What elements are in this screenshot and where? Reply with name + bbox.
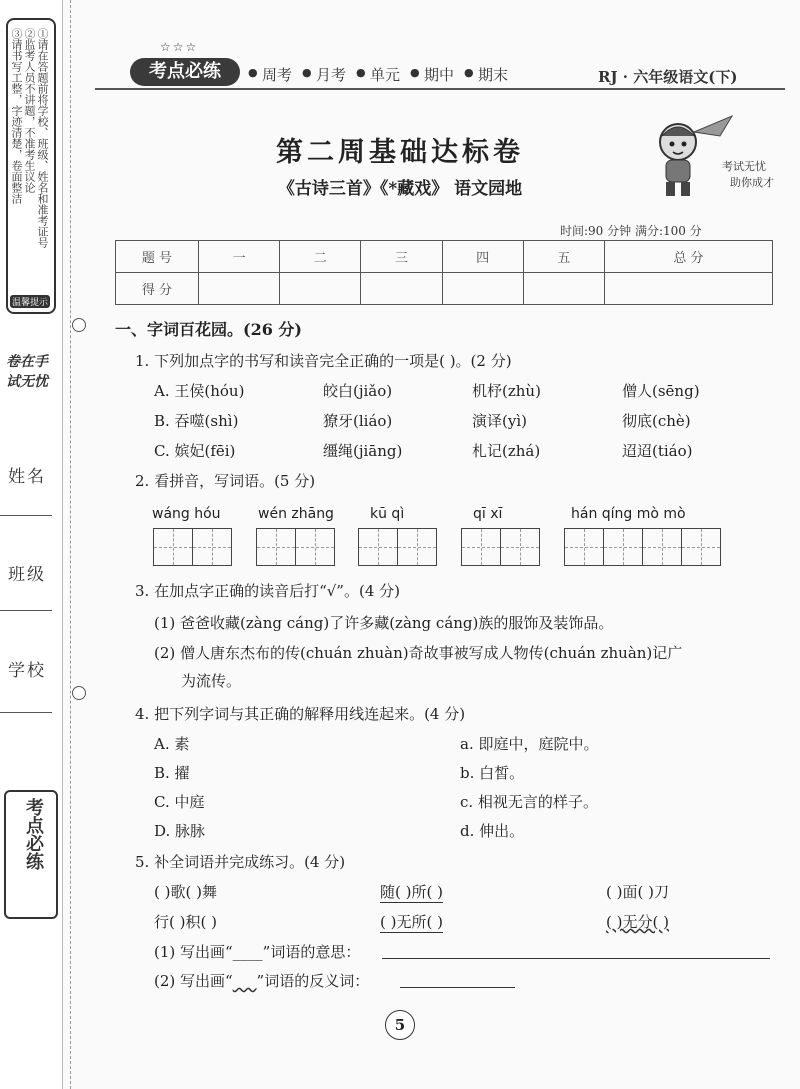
q2-answer-grid-3[interactable] <box>358 528 436 566</box>
score-header-cell: 题 号 <box>116 241 199 273</box>
q2-pinyin-1: wáng hóu <box>152 506 221 522</box>
q5-stem: 5. 补全词语并完成练习。(4 分) <box>135 853 346 871</box>
bullet-icon: ● <box>356 66 366 79</box>
q1-b-4: 彻底(chè) <box>622 412 691 430</box>
q4-right-d[interactable]: d. 伸出。 <box>460 822 525 840</box>
score-table <box>115 240 773 305</box>
q1-b-2: 獠牙(liáo) <box>323 412 393 430</box>
q3-line-3: 为流传。 <box>181 672 242 690</box>
q5-r2-1[interactable]: 行( )积( ) <box>154 913 217 931</box>
q4-left-a[interactable]: A. 素 <box>154 735 190 753</box>
bullet-icon: ● <box>410 66 420 79</box>
score-header-cell: 四 <box>442 241 523 273</box>
q1-c-2: 缰绳(jiāng) <box>323 442 403 460</box>
exam-meta: 时间:90 分钟 满分:100 分 <box>560 224 702 238</box>
score-cell[interactable] <box>199 273 280 305</box>
page-number-text: 5 <box>385 1010 415 1040</box>
q5-r1-1[interactable]: ( )歌( )舞 <box>154 883 217 901</box>
brand-logo: 考点必练 <box>130 58 240 86</box>
nav-monthly: 月考 <box>316 66 347 84</box>
q4-right-c[interactable]: c. 相视无言的样子。 <box>460 793 598 811</box>
q5-r1-3[interactable]: ( )面( )刀 <box>606 883 669 901</box>
q1-stem: 1. 下列加点字的书写和读音完全正确的一项是( )。(2 分) <box>135 352 512 370</box>
school-line[interactable] <box>0 712 52 713</box>
side-slogan: 卷在手 试无忧 <box>6 354 48 390</box>
q1-b-1: B. 吞噬(shì) <box>154 412 239 430</box>
q2-pinyin-3: kū qì <box>370 506 405 522</box>
nav-midterm: 期中 <box>424 66 455 84</box>
nav-weekly: 周考 <box>262 66 293 84</box>
q2-pinyin-2: wén zhāng <box>258 506 334 522</box>
score-header-cell: 总 分 <box>604 241 772 273</box>
score-cell[interactable] <box>442 273 523 305</box>
nav-unit: 单元 <box>370 66 401 84</box>
class-line[interactable] <box>0 610 52 611</box>
q1-c-1: C. 嫔妃(fēi) <box>154 442 236 460</box>
notice-line-3: ③请书写工整，字迹清楚，卷面整洁 <box>10 28 23 204</box>
q3-line-2: (2) 僧人唐东杰布的传(chuán zhuàn)奇故事被写成人物传(chuán zhuàn)记广 <box>154 644 683 662</box>
q4-stem: 4. 把下列字词与其正确的解释用线连起来。(4 分) <box>135 705 466 723</box>
q5-sub-2-answer-line[interactable] <box>400 987 515 988</box>
class-label: 班级 <box>8 565 46 585</box>
q5-r1-2[interactable]: 随( )所( ) <box>380 883 443 901</box>
q1-a-3: 机杼(zhù) <box>472 382 541 400</box>
score-cell[interactable] <box>523 273 604 305</box>
mascot-icon <box>636 112 776 202</box>
score-header-row <box>116 241 773 273</box>
score-value-row <box>116 273 773 305</box>
page-number <box>0 1010 800 1040</box>
q5-r2-3[interactable]: ( )无分( ) <box>606 913 669 931</box>
page-subtitle: 《古诗三首》《*藏戏》 语文园地 <box>277 179 523 199</box>
score-header-cell: 二 <box>280 241 361 273</box>
q4-left-d[interactable]: D. 脉脉 <box>154 822 206 840</box>
bullet-icon: ● <box>464 66 474 79</box>
q1-c-3: 札记(zhá) <box>472 442 541 460</box>
q4-right-a[interactable]: a. 即庭中，庭院中。 <box>460 735 599 753</box>
q2-answer-grid-2[interactable] <box>256 528 334 566</box>
q1-b-3: 演译(yì) <box>472 412 527 430</box>
score-cell[interactable] <box>280 273 361 305</box>
q1-a-4: 僧人(sēng) <box>622 382 700 400</box>
q4-right-b[interactable]: b. 白皙。 <box>460 764 525 782</box>
q5-r2-2[interactable]: ( )无所( ) <box>380 913 443 931</box>
school-label: 学校 <box>8 661 46 681</box>
q5-sub-2-prefix: (2) 写出画“ <box>154 972 233 990</box>
q5-sub-2-suffix: ”词语的反义词： <box>256 972 370 990</box>
q3-line-1: (1) 爸爸收藏(zàng cáng)了许多藏(zàng cáng)族的服饰及装饰品。 <box>154 614 614 632</box>
q3-stem: 3. 在加点字正确的读音后打“√”。(4 分) <box>135 582 400 600</box>
q2-stem: 2. 看拼音，写词语。(5 分) <box>135 472 316 490</box>
bullet-icon: ● <box>248 66 258 79</box>
name-line[interactable] <box>0 515 52 516</box>
name-label: 姓名 <box>8 467 46 487</box>
nav-final: 期末 <box>478 66 509 84</box>
q4-left-b[interactable]: B. 擢 <box>154 764 190 782</box>
score-header-cell: 三 <box>361 241 442 273</box>
notice-line-2: ②监考人员不讲题，不准考生议论 <box>23 28 36 193</box>
wavy-mark-icon <box>233 972 257 990</box>
q4-left-c[interactable]: C. 中庭 <box>154 793 205 811</box>
q5-sub-1: (1) 写出画“____”词语的意思： <box>154 943 361 961</box>
notice-line-1: ①请在答题前将学校、班级、姓名和准考证号 <box>36 28 49 248</box>
side-logo-stamp <box>4 790 58 919</box>
q2-answer-grid-4[interactable] <box>461 528 539 566</box>
section-1-heading: 一、字词百花园。(26 分) <box>115 320 302 339</box>
q5-sub-1-answer-line[interactable] <box>382 958 770 959</box>
q5-sub-2 <box>154 970 369 991</box>
q2-answer-grid-1[interactable] <box>153 528 231 566</box>
header-stars: ☆☆☆ <box>160 40 199 54</box>
side-logo-text: 考点必练 <box>23 798 44 870</box>
score-cell[interactable] <box>361 273 442 305</box>
score-header-cell: 五 <box>523 241 604 273</box>
q2-pinyin-4: qī xī <box>473 506 503 522</box>
binding-hole-icon <box>72 318 86 332</box>
page-title: 第二周基础达标卷 <box>276 137 524 168</box>
mascot-line-1: 考试无忧 <box>722 160 766 173</box>
bullet-icon: ● <box>302 66 312 79</box>
notice-tag: 温馨提示 <box>10 295 50 308</box>
header-rule <box>95 88 785 90</box>
q1-a-2: 皎白(jiǎo) <box>323 382 393 400</box>
q1-a-1: A. 王侯(hóu) <box>154 382 245 400</box>
binding-hole-icon <box>72 686 86 700</box>
score-cell[interactable] <box>604 273 772 305</box>
grade-label: RJ · 六年级语文(下) <box>598 68 738 86</box>
score-header-cell: 一 <box>199 241 280 273</box>
q2-pinyin-5: hán qíng mò mò <box>571 506 686 522</box>
score-row-label: 得 分 <box>116 273 199 305</box>
q1-c-4: 迢迢(tiáo) <box>622 442 693 460</box>
q2-answer-grid-5[interactable] <box>564 528 720 566</box>
mascot-line-2: 助你成才 <box>730 176 774 189</box>
